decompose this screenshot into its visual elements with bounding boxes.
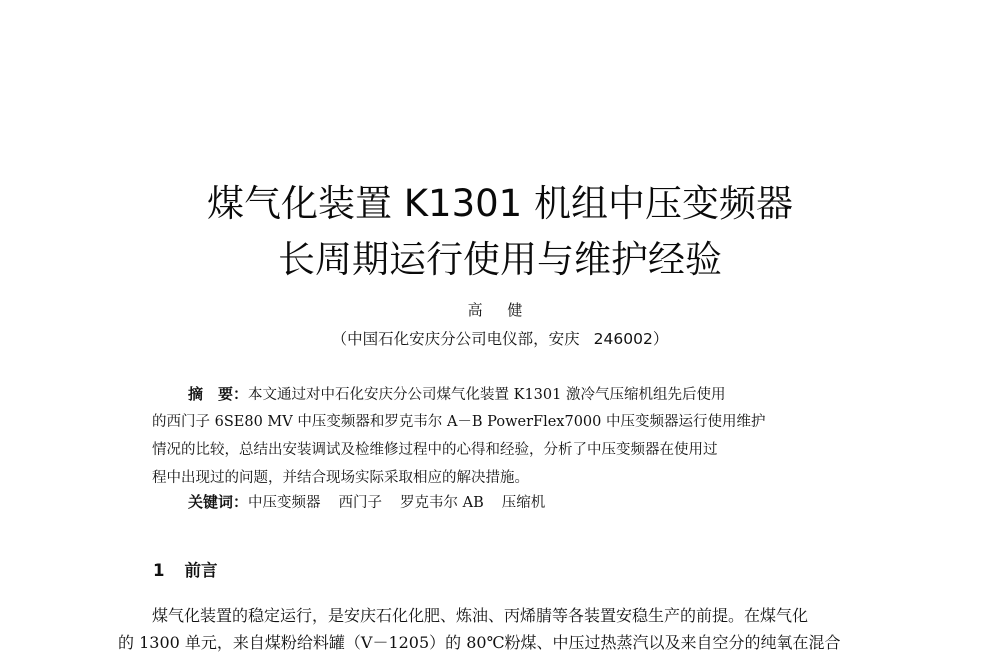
keyword-item: 中压变频器 bbox=[248, 495, 321, 511]
abstract-line-2: 的西门子 6SE80 MV 中压变频器和罗克韦尔 A－B PowerFlex7000 中压变频器运行使用维护 bbox=[152, 414, 766, 430]
abstract-text-1: 本文通过对中石化安庆分公司煤气化装置 K1301 激冷气压缩机组先后使用 bbox=[248, 387, 726, 403]
keyword-item: 西门子 bbox=[338, 495, 383, 511]
author-affiliation bbox=[0, 328, 1000, 350]
body-text bbox=[118, 602, 888, 656]
abstract-line-4: 程中出现过的问题，并结合现场实际采取相应的解决措施。 bbox=[152, 470, 529, 486]
author-name: 高 健 bbox=[467, 301, 533, 319]
section-heading bbox=[153, 559, 217, 583]
section-title: 前言 bbox=[184, 561, 218, 580]
abstract-label: 摘 要： bbox=[188, 385, 249, 403]
keywords-label: 关键词： bbox=[188, 493, 249, 511]
keyword-item: 罗克韦尔 AB bbox=[400, 495, 484, 511]
paper-title-line-1: 煤气化装置 K1301 机组中压变频器 bbox=[207, 182, 793, 225]
abstract-line-1 bbox=[152, 380, 852, 408]
keyword-item: 压缩机 bbox=[501, 495, 546, 511]
affiliation-zip: 246002） bbox=[593, 330, 669, 348]
body-line-2: 的 1300 单元，来自煤粉给料罐（V－1205）的 80℃粉煤、中压过热蒸汽以及来自空分的纯氧在混合 bbox=[118, 633, 841, 652]
body-line-1: 煤气化装置的稳定运行，是安庆石化化肥、炼油、丙烯腈等各装置安稳生产的前提。在煤气化 bbox=[152, 606, 809, 625]
abstract-line-3: 情况的比较，总结出安装调试及检维修过程中的心得和经验，分析了中压变频器在使用过 bbox=[152, 442, 718, 458]
affiliation-text: （中国石化安庆分公司电仪部，安庆 bbox=[331, 330, 580, 348]
paper-title-line-2: 长周期运行使用与维护经验 bbox=[278, 238, 722, 281]
keywords bbox=[188, 488, 563, 516]
abstract bbox=[152, 380, 852, 492]
section-number: 1 bbox=[153, 561, 165, 580]
